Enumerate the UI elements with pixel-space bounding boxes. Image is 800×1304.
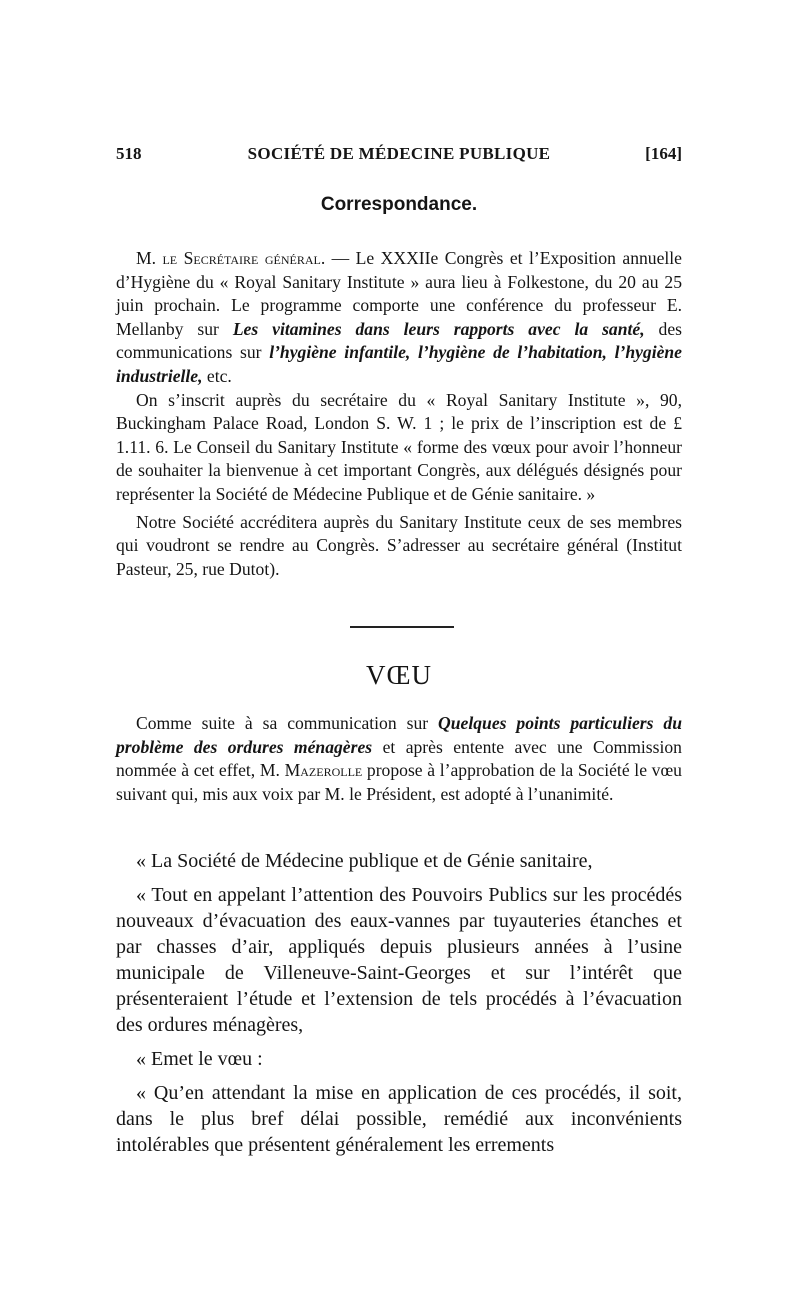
- paragraph-text: etc.: [202, 365, 232, 386]
- running-title: SOCIÉTÉ DE MÉDECINE PUBLIQUE: [247, 144, 551, 163]
- paragraph-text: — Le XXXIIe Congrès et l’Exposition annuelle d’Hygiène du « Royal Sanitary Institute » aura lieu à Folkestone, du 20 au 25 juin prochain. Le programme comporte une conférence du professeur E. Mellanby sur: [116, 248, 682, 339]
- paragraph-text: propose à l’approbation de la Société le vœu suivant qui, mis aux voix par M. le Président, est adopté à l’unanimité.: [116, 760, 682, 804]
- running-header: [116, 144, 682, 168]
- paragraph-registration: On s’inscrit auprès du secrétaire du « Royal Sanitary Institute », 90, Buckingham Palace Road, London S. W. 1 ; le prix de l’inscription est de £ 1.11. 6. Le Conseil du Sanitary Institute « forme des vœux pour avoir l’honneur de souhaiter la bienvenue à cet important Congrès, aux délégués désignés pour représenter la Société de Médecine Publique et de Génie sanitaire. »: [116, 389, 682, 504]
- paragraph-text: des communications sur: [116, 318, 682, 363]
- paragraph-text: Comme suite à sa communication sur: [136, 713, 439, 733]
- speaker-label: M. le Secrétaire général.: [136, 248, 326, 268]
- correspondance-body: [116, 247, 682, 581]
- voeu-text: [116, 848, 682, 1166]
- correspondance-heading: Correspondance.: [320, 194, 478, 215]
- communication-topics: l’hygiène infantile, l’hygiène de l’habitation, l’hygiène industrielle,: [116, 342, 682, 386]
- quote-paragraph-attendant: « Qu’en attendant la mise en application de ces procédés, il soit, dans le plus bref délai possible, remédié aux inconvénients intolérables que présentent généralement les errements: [116, 1082, 682, 1156]
- bracket-page-number: [164]: [645, 144, 682, 163]
- paragraph-voeu-intro: [116, 712, 682, 806]
- author-name: Mazerolle: [284, 760, 363, 781]
- quote-paragraph-attention: « Tout en appelant l’attention des Pouvoirs Publics sur les procédés nouveaux d’évacuation des eaux-vannes par tuyauteries étanches et par chasses d’air, appliqués depuis plusieurs années à l’usine municipale de Villeneuve-Saint-Georges et sur l’intérêt que présenteraient l’étude et l’extension de tels procédés à l’évacuation des ordures ménagères,: [116, 884, 682, 1036]
- voeu-heading: VŒU: [365, 660, 432, 690]
- voeu-intro: [116, 712, 682, 806]
- lecture-title: Les vitamines dans leurs rapports avec la santé,: [232, 318, 645, 339]
- section-divider: [350, 626, 454, 628]
- paragraph-text: et après entente avec une Commission nommée à cet effet, M.: [116, 736, 682, 781]
- quote-line-emet: « Emet le vœu :: [136, 1048, 263, 1070]
- communication-title: Quelques points particuliers du problème des ordures ménagères: [116, 713, 682, 757]
- quote-line-society: « La Société de Médecine publique et de Génie sanitaire,: [136, 850, 593, 872]
- paragraph-congress-announcement: [116, 247, 682, 389]
- paragraph-accreditation: Notre Société accréditera auprès du Sanitary Institute ceux de ses membres qui voudront se rendre au Congrès. S’adresser au secrétaire général (Institut Pasteur, 25, rue Dutot).: [116, 511, 682, 579]
- page-number: 518: [116, 144, 142, 163]
